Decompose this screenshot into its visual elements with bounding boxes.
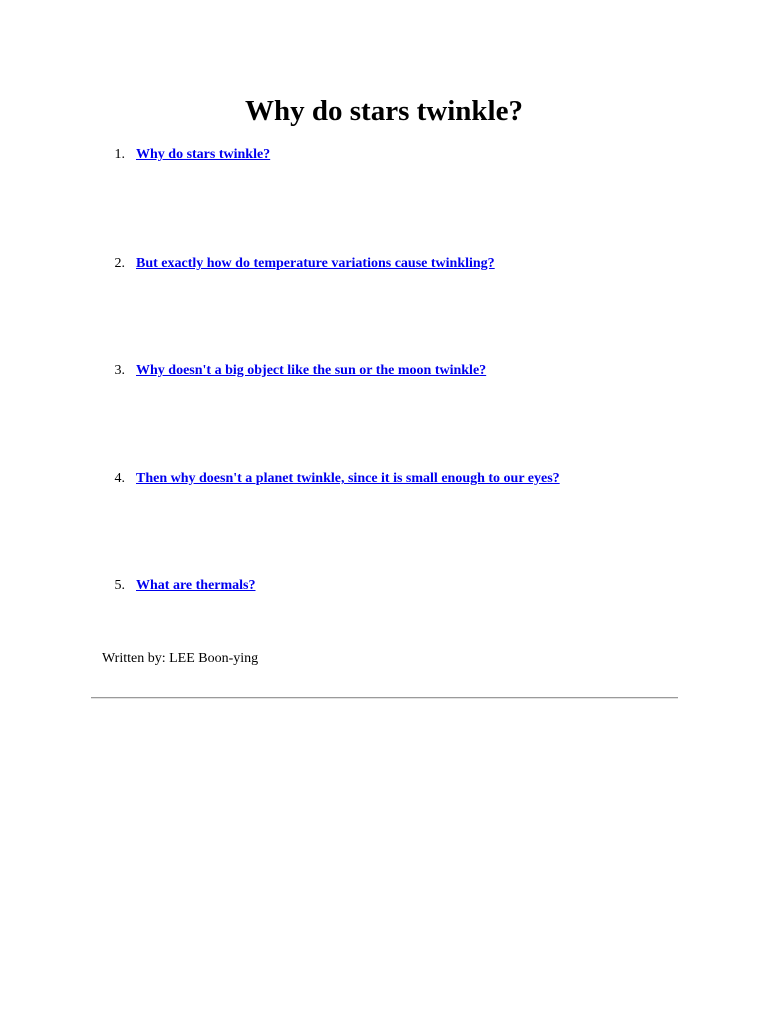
list-item bbox=[0, 145, 768, 165]
question-link-why-twinkle[interactable]: Why do stars twinkle? bbox=[136, 147, 271, 162]
list-item bbox=[0, 576, 768, 596]
horizontal-divider bbox=[91, 697, 678, 699]
list-item-number: 3. bbox=[114, 363, 125, 378]
question-link-temperature-variations[interactable]: But exactly how do temperature variations cause twinkling? bbox=[136, 256, 495, 271]
question-link-thermals[interactable]: What are thermals? bbox=[136, 578, 256, 593]
author-byline: Written by: LEE Boon-ying bbox=[102, 651, 259, 666]
list-item bbox=[0, 254, 768, 274]
list-item bbox=[0, 469, 768, 489]
page-title: Why do stars twinkle? bbox=[245, 95, 523, 127]
list-item-number: 1. bbox=[114, 147, 125, 162]
question-link-planet[interactable]: Then why doesn't a planet twinkle, since it is small enough to our eyes? bbox=[136, 471, 560, 486]
list-item-number: 4. bbox=[114, 471, 125, 486]
list-item-number: 5. bbox=[114, 578, 125, 593]
list-item-number: 2. bbox=[114, 256, 125, 271]
list-item bbox=[0, 361, 768, 381]
question-link-sun-moon[interactable]: Why doesn't a big object like the sun or the moon twinkle? bbox=[136, 363, 487, 378]
